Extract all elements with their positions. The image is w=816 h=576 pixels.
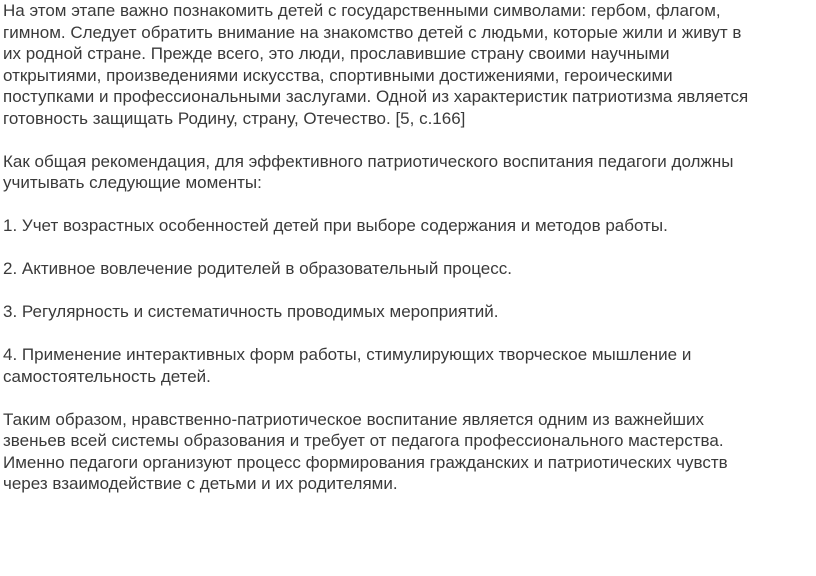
paragraph-recommendation: Как общая рекомендация, для эффективного патриотического воспитания педагоги должны учитывать следующие моменты: xyxy=(3,151,734,192)
document-body xyxy=(3,0,813,495)
paragraph-intro: На этом этапе важно познакомить детей с государственными символами: гербом, флагом, гимном. Следует обратить внимание на знакомство детей с людьми, которые жили и живут в их родной стране. Прежде всего, это люди, прославившие страну своими научными открытиями, произведениями искусства, спортивными достижениями, героическими поступками и профессиональными заслугами. Одной из характеристик патриотизма является готовность защищать Родину, страну, Отечество. [5, с.166] xyxy=(3,1,749,128)
list-item-1: 1. Учет возрастных особенностей детей при выборе содержания и методов работы. xyxy=(3,216,668,235)
list-item-4: 4. Применение интерактивных форм работы, стимулирующих творческое мышление и самостоятельность детей. xyxy=(3,345,692,386)
list-item-3: 3. Регулярность и систематичность проводимых мероприятий. xyxy=(3,302,499,321)
paragraph-conclusion: Таким образом, нравственно-патриотическое воспитание является одним из важнейших звеньев всей системы образования и требует от педагога профессионального мастерства. Именно педагоги организуют процесс формирования гражданских и патриотических чувств через взаимодействие с детьми и их родителями. xyxy=(3,409,728,493)
list-item-2: 2. Активное вовлечение родителей в образовательный процесс. xyxy=(3,259,512,278)
